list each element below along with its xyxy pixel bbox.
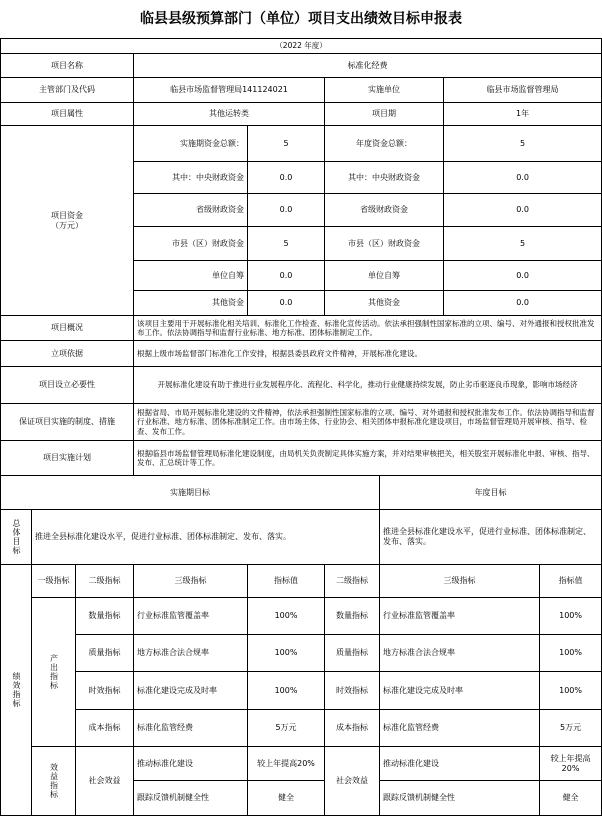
fund-year-label: 市县（区）财政资金 [325, 227, 444, 261]
h-level3-year: 三级指标 [380, 565, 540, 598]
form-year: （2022 年度） [1, 39, 602, 54]
benefit-l2: 社会效益 [76, 747, 134, 816]
indicator-l3: 标准化监管经费 [134, 710, 248, 747]
indicator-l3-year: 标准化建设完成及时率 [380, 672, 540, 710]
fund-year-label: 年度资金总额： [325, 126, 444, 162]
necessity-label: 项目设立必要性 [1, 367, 134, 404]
indicator-row [1, 598, 602, 635]
dept-label: 主管部门及代码 [1, 78, 134, 103]
indicator-l3: 推动标准化建设 [134, 747, 248, 781]
indicator-l3: 跟踪反馈机制健全性 [134, 781, 248, 816]
basis-row [1, 341, 602, 367]
perf-indicator-label: 绩效指标 [1, 565, 32, 816]
h-level2-year: 二级指标 [325, 565, 380, 598]
basis-label: 立项依据 [1, 341, 134, 367]
basis-text: 根据上级市场监督部门标准化工作安排，根据县委县政府文件精神，开展标准化建设。 [134, 341, 602, 367]
indicator-l2: 时效指标 [76, 672, 134, 710]
fund-label: 市县（区）财政资金 [134, 227, 248, 261]
indicator-l3-year: 跟踪反馈机制健全性 [380, 781, 540, 816]
attr-label: 项目属性 [1, 103, 134, 126]
indicator-value: 100% [248, 672, 325, 710]
fund-label: 其他资金 [134, 291, 248, 316]
h-level2: 二级指标 [76, 565, 134, 598]
attr-row [1, 103, 602, 126]
fund-label: 单位自筹 [134, 261, 248, 291]
form-title: 临县县级预算部门（单位）项目支出绩效目标申报表 [0, 0, 602, 39]
year-goal-header: 年度目标 [380, 476, 602, 510]
fund-year-value: 0.0 [444, 261, 602, 291]
indicator-value: 100% [248, 598, 325, 635]
period-label: 项目期 [325, 103, 444, 126]
fund-value: 0.0 [248, 291, 325, 316]
indicator-value-year: 100% [540, 635, 602, 672]
overall-goal-label: 总体目标 [1, 510, 32, 565]
indicator-value-year: 100% [540, 672, 602, 710]
indicator-l3-year: 标准化监管经费 [380, 710, 540, 747]
fund-label: 其中：中央财政资金 [134, 162, 248, 194]
fund-year-label: 其他资金 [325, 291, 444, 316]
fund-value: 5 [248, 126, 325, 162]
indicator-l2-year: 时效指标 [325, 672, 380, 710]
indicator-l2: 成本指标 [76, 710, 134, 747]
overview-row [1, 316, 602, 341]
fund-label: 实施期资金总额： [134, 126, 248, 162]
indicator-row [1, 747, 602, 781]
fund-year-label: 省级财政资金 [325, 194, 444, 227]
plan-row [1, 441, 602, 476]
indicator-l3-year: 行业标准监管覆盖率 [380, 598, 540, 635]
project-name-value: 标准化经费 [134, 54, 602, 78]
unit-value: 临县市场监督管理局 [444, 78, 602, 103]
funds-label [1, 126, 134, 316]
fund-value: 0.0 [248, 261, 325, 291]
measures-text: 根据省局、市局开展标准化建设的文件精神，依法承担强制性国家标准的立项、编号、对外通报和授权批准发布工作。依法协调指导和监督行业标准、地方标准、团体标准制定工作。由市场主体、行业协会、相关团体申报标准化建设项目，市场监督管理局开展审核、指导、检查、发布工作。 [134, 404, 602, 441]
indicator-value-year: 100% [540, 598, 602, 635]
project-name-row [1, 54, 602, 78]
indicator-row [1, 635, 602, 672]
indicator-l2-year: 数量指标 [325, 598, 380, 635]
necessity-row [1, 367, 602, 404]
indicator-l3-year: 推动标准化建设 [380, 747, 540, 781]
indicator-row [1, 710, 602, 747]
indicator-value: 较上年提高20% [248, 747, 325, 781]
h-value: 指标值 [248, 565, 325, 598]
dept-value: 临县市场监督管理局141124021 [134, 78, 325, 103]
declaration-table [0, 38, 602, 816]
indicator-header-row [1, 565, 602, 598]
indicator-l2-year: 成本指标 [325, 710, 380, 747]
fund-value: 0.0 [248, 194, 325, 227]
fund-year-label: 其中：中央财政资金 [325, 162, 444, 194]
measures-label: 保证项目实施的制度、措施 [1, 404, 134, 441]
indicator-l3: 标准化建设完成及时率 [134, 672, 248, 710]
indicator-l3: 行业标准监管覆盖率 [134, 598, 248, 635]
indicator-value: 健全 [248, 781, 325, 816]
indicator-value: 5万元 [248, 710, 325, 747]
h-level3: 三级指标 [134, 565, 248, 598]
period-value: 1年 [444, 103, 602, 126]
indicator-l3: 地方标准合法合规率 [134, 635, 248, 672]
fund-label: 省级财政资金 [134, 194, 248, 227]
overview-text: 该项目主要用于开展标准化相关培训、标准化工作检查、标准化宣传活动。依法承担强制性国家标准的立项、编号、对外通报和授权批准发布工作。依法协调指导和监督行业标准、地方标准、团体标准制定工作。 [134, 316, 602, 341]
fund-year-value: 5 [444, 227, 602, 261]
indicator-l2-year: 质量指标 [325, 635, 380, 672]
plan-label: 项目实施计划 [1, 441, 134, 476]
funds-label-2: （万元） [51, 220, 83, 230]
dept-row [1, 78, 602, 103]
benefit-l2-year: 社会效益 [325, 747, 380, 816]
fund-year-label: 单位自筹 [325, 261, 444, 291]
h-level1: 一级指标 [32, 565, 76, 598]
fund-year-value: 0.0 [444, 194, 602, 227]
funds-label-1: 项目资金 [51, 210, 83, 220]
measures-row [1, 404, 602, 441]
attr-value: 其他运转类 [134, 103, 325, 126]
overview-label: 项目概况 [1, 316, 134, 341]
indicator-value-year: 较上年提高20% [540, 747, 602, 781]
fund-year-value: 5 [444, 126, 602, 162]
indicator-value-year: 5万元 [540, 710, 602, 747]
indicator-value-year: 健全 [540, 781, 602, 816]
indicator-row [1, 672, 602, 710]
fund-year-value: 0.0 [444, 291, 602, 316]
plan-text: 根据临县市场监督管理局标准化建设制度，由局机关负责制定具体实施方案，并对结果审核把关，相关股室开展标准化申报、审核、指导、发布、汇总统计等工作。 [134, 441, 602, 476]
fund-year-value: 0.0 [444, 162, 602, 194]
benefit-indicator-label: 效益指标 [32, 747, 76, 816]
goals-header-row [1, 476, 602, 510]
indicator-l2: 质量指标 [76, 635, 134, 672]
overall-goal-row [1, 510, 602, 565]
year-row [1, 39, 602, 54]
fund-value: 0.0 [248, 162, 325, 194]
fund-row [1, 126, 602, 162]
output-indicator-label: 产出指标 [32, 598, 76, 747]
impl-goal-header: 实施期目标 [1, 476, 380, 510]
indicator-value: 100% [248, 635, 325, 672]
impl-goal-text: 推进全县标准化建设水平，促进行业标准、团体标准制定、发布、落实。 [32, 510, 380, 565]
unit-label: 实施单位 [325, 78, 444, 103]
necessity-text: 开展标准化建设有助于推进行业发展程序化、流程化、科学化，推动行业健康持续发展，防止劣币驱逐良币现象，影响市场经济 [134, 367, 602, 404]
h-value-year: 指标值 [540, 565, 602, 598]
fund-value: 5 [248, 227, 325, 261]
project-name-label: 项目名称 [1, 54, 134, 78]
indicator-l3-year: 地方标准合法合规率 [380, 635, 540, 672]
year-goal-text: 推进全县标准化建设水平，促进行业标准、团体标准制定、发布、落实。 [380, 510, 602, 565]
indicator-l2: 数量指标 [76, 598, 134, 635]
